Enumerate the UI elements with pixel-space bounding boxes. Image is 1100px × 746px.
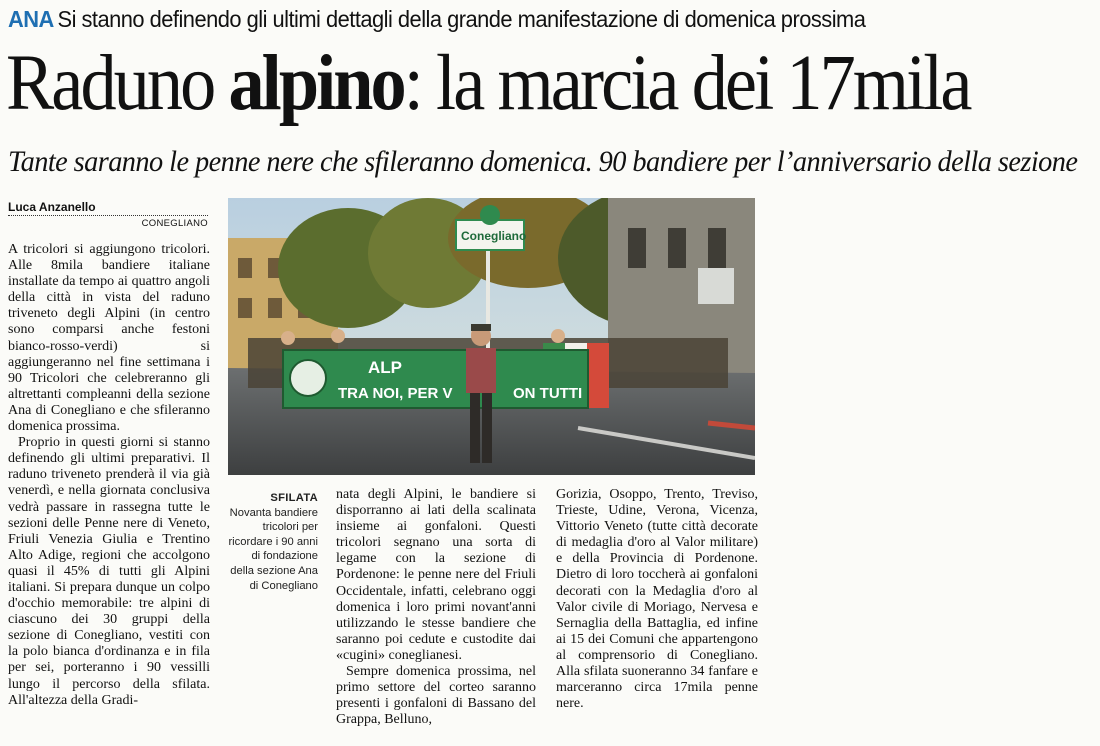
article-photo <box>228 198 755 475</box>
caption-label: SFILATA <box>270 492 318 504</box>
body-column-3 <box>556 487 758 712</box>
headline-part2: : la marcia dei 17mila <box>403 40 970 127</box>
headline-part1: Raduno <box>6 40 229 127</box>
photo-caption <box>228 491 318 593</box>
kicker-line <box>8 4 1016 34</box>
dateline-location: CONEGLIANO <box>141 218 208 229</box>
banner-text-right: ON TUTTI <box>513 385 583 402</box>
section-tag: ANA <box>8 6 54 32</box>
headline <box>6 40 1003 128</box>
byline <box>8 200 208 229</box>
caption-text: Novanta bandiere tricolori per ricordare i 90 anni di fondazione della sezione Ana di Conegliano <box>228 506 318 592</box>
author-name: Luca Anzanello <box>8 200 208 216</box>
headline-bold: alpino <box>228 40 404 127</box>
body-paragraph: Proprio in questi giorni si stanno definendo gli ultimi preparativi. Il raduno triveneto prenderà il via già venerdì, e nella giornata conclusiva vedrà passare in rassegna tutte le sezioni delle Penne nere di Veneto, Friuli Venezia Giulia e Trentino Alto Adige, regioni che accolgono quasi il 45% di tutti gli Alpini italiani. Si prepara dunque un colpo d'occhio memorabile: tre alpini di ciascuno dei 30 gruppi della sezione di Conegliano, vestiti con la polo bianca d'ordinanza e in fila per sei, porteranno i 90 vessilli lungo il percorso della sfilata. All'altezza della Gradi- <box>8 435 210 708</box>
body-paragraph: Gorizia, Osoppo, Trento, Treviso, Trieste, Udine, Verona, Vicenza, Vittorio Veneto (tutte città decorate di medaglia d'oro al Valor militare) e della Provincia di Pordenone. Dietro di loro toccherà ai gonfaloni decorati con la Medaglia d'oro al Valor civile di Moriago, Nervesa e Sernaglia della Battaglia, ed infine ai 15 dei Comuni che appartengono al comprensorio di Conegliano. Alla sfilata suoneranno 34 fanfare e marceranno circa 17mila penne nere. <box>556 487 758 712</box>
banner-text-left: TRA NOI, PER V <box>338 385 453 402</box>
kicker-text: Si stanno definendo gli ultimi dettagli della grande manifestazione di domenica prossima <box>57 6 866 32</box>
body-paragraph: A tricolori si aggiungono tricolori. Alle 8mila bandiere italiane installate da tempo ai quattro angoli della città in vista del raduno triveneto degli Alpini (in centro sono comparsi anche festoni bianco-rosso-verdi) si aggiungeranno nel fine settimana i 90 Tricolori che celebreranno gli altrettanti compleanni della sezione Ana di Conegliano e che sfileranno domenica prossima. <box>8 242 210 435</box>
body-column-1 <box>8 242 210 709</box>
sign-text: Conegliano <box>461 229 527 243</box>
banner-text-top: ALP <box>368 358 402 377</box>
subheadline: Tante saranno le penne nere che sfileranno domenica. 90 bandiere per l’anniversario della sezione <box>8 145 1078 178</box>
body-paragraph: Sempre domenica prossima, nel primo settore del corteo saranno presenti i gonfaloni di Bassano del Grappa, Belluno, <box>336 664 536 728</box>
parade-photo-illustration <box>228 198 755 475</box>
body-column-2 <box>336 487 536 728</box>
body-paragraph: nata degli Alpini, le bandiere si disporranno ai lati della scalinata insieme ai gonfaloni. Questi tricolori segnano una sorta di legame con la sezione di Pordenone: le penne nere del Friuli Occidentale, infatti, celebrano oggi domenica i loro primi novant'anni utilizzando le stesse bandiere che saranno poi cedute e custodite dai «cugini» coneglianesi. <box>336 487 536 663</box>
